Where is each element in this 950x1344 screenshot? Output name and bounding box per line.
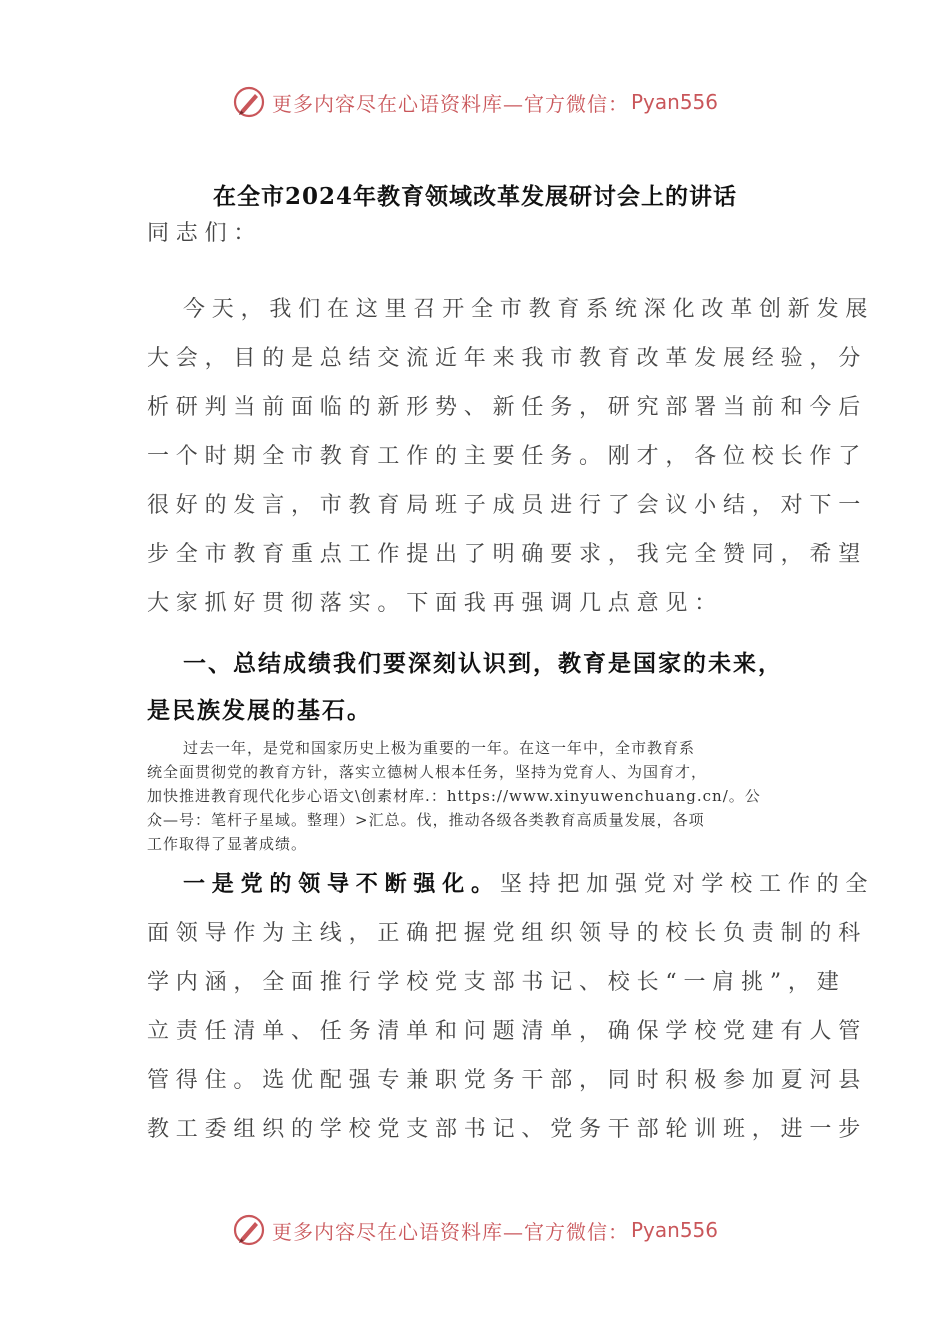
text-line-first [147,860,875,909]
banner-text: 更多内容尽在心语资料库—官方微信： [271,91,629,116]
small-line: 统全面贯彻党的教育方针，落实立德树人根本任务，坚持为党育人、为国育才， [147,763,708,781]
text-line: 学内涵，全面推行学校党支部书记、校长“一肩挑”，建 [147,970,846,995]
small-line: 加快推进教育现代化步心语文\创素材库.：https://www.xinyuwenchuang.cn/。公 [147,787,761,805]
section-heading-1 [147,640,812,734]
heading-line: 一、总结成绩我们要深刻认识到，教育是国家的未来， [183,650,783,677]
lead-rest: 坚持把加强党对学校工作的全 [499,872,875,897]
greeting-line: 同志们： [147,221,263,246]
small-line: 过去一年，是党和国家历史上极为重要的一年。在这一年中，全市教育系 [183,739,696,757]
text-line: 立责任清单、任务清单和问题清单，确保学校党建有人管 [147,1019,868,1044]
small-line: 众—号：笔杆子星域。整理）>汇总。伐，推动各级各类教育高质量发展，各项 [147,811,705,829]
small-line: 工作取得了显著成绩。 [147,835,308,853]
text-line: 管得住。选优配强专兼职党务干部，同时积极参加夏河县 [147,1068,868,1093]
pen-logo-icon [232,85,266,119]
text-line: 大会，目的是总结交流近年来我市教育改革发展经验，分 [147,346,868,371]
text-line: 析研判当前面临的新形势、新任务，研究部署当前和今后 [147,395,868,420]
paragraph-party-leadership [147,860,875,1154]
text-line: 教工委组织的学校党支部书记、党务干部轮训班，进一步 [147,1117,868,1142]
footer-banner [0,1210,950,1250]
greeting [147,209,807,258]
bold-lead: 一是党的领导不断强化。 [183,871,500,897]
text-line: 步全市教育重点工作提出了明确要求，我完全赞同，希望 [147,542,868,567]
paragraph-small [147,736,817,856]
text-line: 一个时期全市教育工作的主要任务。刚才，各位校长作了 [147,444,868,469]
text-line: 很好的发言，市教育局班子成员进行了会议小结，对下一 [147,493,868,518]
heading-line: 是民族发展的基石。 [147,697,372,724]
paragraph-intro [147,285,875,628]
document-title: 在全市2024年教育领域改革发展研讨会上的讲话 [212,183,737,210]
banner-wechat-id: Pyan556 [630,90,718,114]
banner-wechat-id: Pyan556 [630,1218,718,1242]
banner-text: 更多内容尽在心语资料库—官方微信： [271,1219,629,1244]
text-line: 面领导作为主线，正确把握党组织领导的校长负责制的科 [147,921,868,946]
text-line: 今天，我们在这里召开全市教育系统深化改革创新发展 [183,297,875,322]
text-line: 大家抓好贯彻落实。下面我再强调几点意见： [147,591,724,616]
header-banner [0,82,950,122]
pen-logo-icon [232,1213,266,1247]
